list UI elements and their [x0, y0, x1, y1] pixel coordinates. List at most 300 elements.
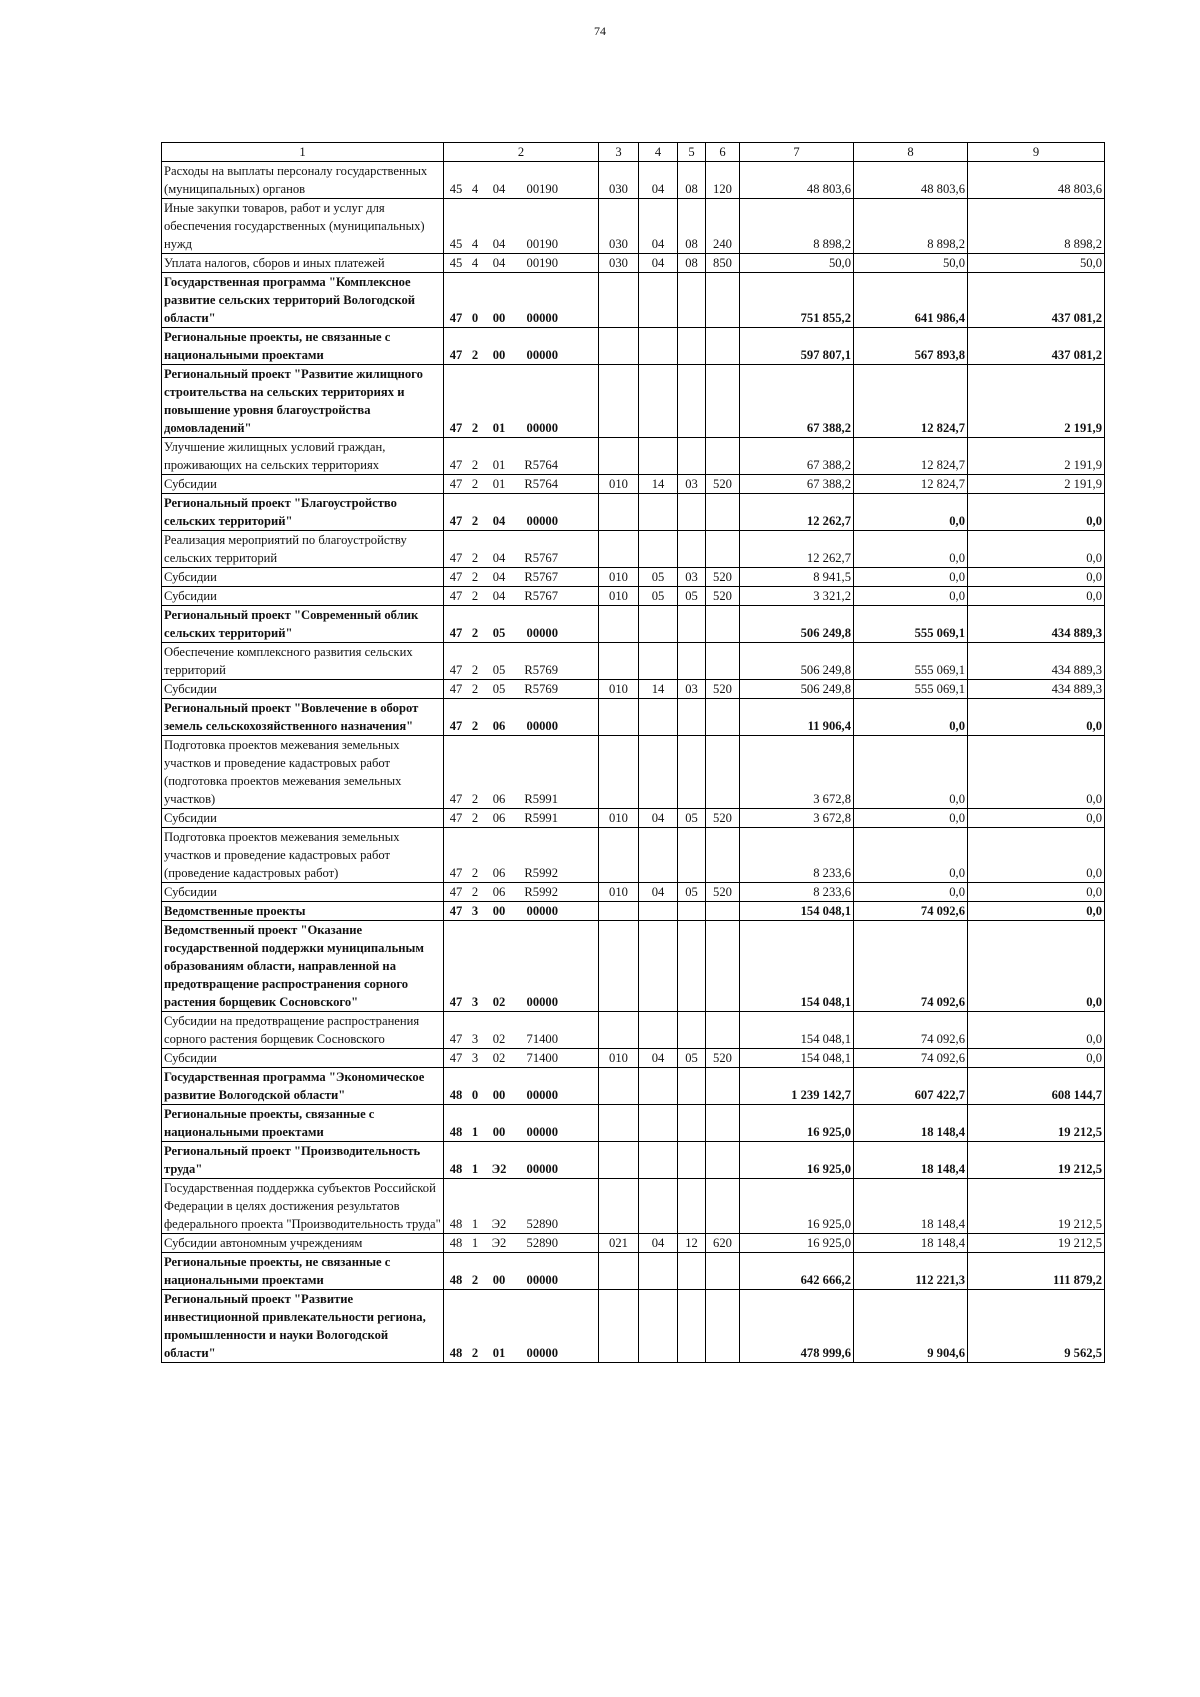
table-row [162, 199, 1105, 254]
code-part-2: 4 [471, 237, 479, 251]
row-amount-9: 437 081,2 [968, 273, 1105, 328]
row-amount-8: 74 092,6 [854, 1049, 968, 1068]
row-col-6 [706, 1290, 740, 1363]
row-col-6 [706, 438, 740, 475]
row-amount-8: 641 986,4 [854, 273, 968, 328]
row-amount-8: 12 824,7 [854, 438, 968, 475]
row-code [444, 254, 599, 273]
code-part-3: 06 [492, 811, 506, 825]
code-part-3: Э2 [491, 1217, 507, 1231]
row-name: Субсидии [162, 809, 444, 828]
row-col-6 [706, 494, 740, 531]
table-row [162, 475, 1105, 494]
row-amount-8: 0,0 [854, 531, 968, 568]
row-amount-8: 0,0 [854, 699, 968, 736]
row-name: Региональный проект "Вовлечение в оборот земель сельскохозяйственного назначения" [162, 699, 444, 736]
code-part-3: 04 [492, 514, 506, 528]
row-name: Государственная программа "Комплексное развитие сельских территорий Вологодской области" [162, 273, 444, 328]
row-amount-8: 50,0 [854, 254, 968, 273]
row-col-3 [599, 328, 639, 365]
row-col-6 [706, 365, 740, 438]
code-part-3: 06 [492, 792, 506, 806]
code-part-2: 2 [471, 663, 479, 677]
table-row [162, 902, 1105, 921]
row-col-6: 520 [706, 883, 740, 902]
code-part-4: R5992 [524, 885, 558, 899]
code-part-3: 01 [492, 458, 506, 472]
row-amount-7: 506 249,8 [740, 606, 854, 643]
code-part-1: 47 [449, 682, 463, 696]
code-part-4: R5767 [524, 589, 558, 603]
row-code [444, 587, 599, 606]
table-row [162, 809, 1105, 828]
row-amount-7: 751 855,2 [740, 273, 854, 328]
row-amount-7: 3 321,2 [740, 587, 854, 606]
code-part-3: 04 [492, 182, 506, 196]
row-col-6: 520 [706, 568, 740, 587]
row-name: Государственная поддержка субъектов Российской Федерации в целях достижения результатов федерального проекта "Производительность труда" [162, 1179, 444, 1234]
row-amount-9: 0,0 [968, 809, 1105, 828]
row-col-4 [639, 1012, 678, 1049]
code-part-2: 2 [471, 792, 479, 806]
row-amount-9: 19 212,5 [968, 1234, 1105, 1253]
row-amount-7: 8 233,6 [740, 828, 854, 883]
page-number: 74 [594, 24, 606, 38]
row-name: Субсидии [162, 587, 444, 606]
row-code [444, 1253, 599, 1290]
code-part-1: 47 [449, 866, 463, 880]
table-row [162, 921, 1105, 1012]
row-name: Региональный проект "Современный облик сельских территорий" [162, 606, 444, 643]
table-row [162, 1253, 1105, 1290]
table-row [162, 1012, 1105, 1049]
row-col-3: 021 [599, 1234, 639, 1253]
row-amount-8: 9 904,6 [854, 1290, 968, 1363]
table-row [162, 494, 1105, 531]
row-col-6: 520 [706, 475, 740, 494]
row-col-3 [599, 699, 639, 736]
row-code [444, 1179, 599, 1234]
code-part-3: Э2 [491, 1162, 507, 1176]
code-part-1: 48 [449, 1236, 463, 1250]
row-col-6 [706, 328, 740, 365]
row-name: Региональный проект "Развитие инвестиционной привлекательности региона, промышленности и науки Вологодской области" [162, 1290, 444, 1363]
code-part-1: 45 [449, 182, 463, 196]
table-row [162, 699, 1105, 736]
row-amount-7: 154 048,1 [740, 921, 854, 1012]
row-name: Реализация мероприятий по благоустройству сельских территорий [162, 531, 444, 568]
row-col-5 [678, 494, 706, 531]
row-code [444, 1105, 599, 1142]
row-col-6 [706, 828, 740, 883]
row-col-5: 08 [678, 199, 706, 254]
row-code [444, 736, 599, 809]
code-part-2: 2 [471, 514, 479, 528]
table-row [162, 736, 1105, 809]
code-part-2: 4 [471, 256, 479, 270]
row-code [444, 1234, 599, 1253]
row-col-4: 04 [639, 254, 678, 273]
code-part-2: 2 [471, 477, 479, 491]
code-part-3: Э2 [491, 1236, 507, 1250]
code-part-2: 1 [471, 1162, 479, 1176]
code-part-4: 00000 [526, 1346, 558, 1360]
row-col-5 [678, 828, 706, 883]
row-col-5 [678, 328, 706, 365]
code-part-2: 0 [471, 311, 479, 325]
row-col-3 [599, 902, 639, 921]
row-amount-7: 8 941,5 [740, 568, 854, 587]
code-part-2: 3 [471, 904, 479, 918]
code-part-2: 2 [471, 682, 479, 696]
code-part-4: 00000 [526, 904, 558, 918]
row-amount-9: 48 803,6 [968, 162, 1105, 199]
row-amount-9: 0,0 [968, 568, 1105, 587]
table-row [162, 365, 1105, 438]
table-row [162, 643, 1105, 680]
row-amount-7: 154 048,1 [740, 1012, 854, 1049]
row-amount-9: 0,0 [968, 736, 1105, 809]
row-amount-7: 16 925,0 [740, 1105, 854, 1142]
row-col-6: 120 [706, 162, 740, 199]
row-code [444, 1012, 599, 1049]
code-part-3: 05 [492, 663, 506, 677]
code-part-3: 04 [492, 551, 506, 565]
row-col-6 [706, 921, 740, 1012]
code-part-1: 47 [449, 589, 463, 603]
row-col-5: 05 [678, 1049, 706, 1068]
code-part-1: 47 [449, 458, 463, 472]
code-part-4: 00000 [526, 348, 558, 362]
row-col-6 [706, 643, 740, 680]
row-name: Субсидии [162, 883, 444, 902]
row-name: Субсидии на предотвращение распространения сорного растения борщевик Сосновского [162, 1012, 444, 1049]
row-col-4 [639, 921, 678, 1012]
code-part-4: 52890 [526, 1236, 558, 1250]
row-col-3 [599, 1290, 639, 1363]
code-part-3: 01 [492, 477, 506, 491]
code-part-3: 04 [492, 570, 506, 584]
row-name: Региональные проекты, связанные с национальными проектами [162, 1105, 444, 1142]
code-part-1: 47 [449, 904, 463, 918]
code-part-4: 00000 [526, 1125, 558, 1139]
row-name: Обеспечение комплексного развития сельских территорий [162, 643, 444, 680]
row-code [444, 902, 599, 921]
table-row [162, 273, 1105, 328]
header-col-3: 3 [599, 143, 639, 162]
code-part-4: 00000 [526, 1088, 558, 1102]
code-part-3: 02 [492, 1051, 506, 1065]
row-col-3: 010 [599, 680, 639, 699]
row-name: Улучшение жилищных условий граждан, проживающих на сельских территориях [162, 438, 444, 475]
code-part-4: R5769 [524, 663, 558, 677]
row-col-4: 14 [639, 680, 678, 699]
row-col-6 [706, 606, 740, 643]
code-part-4: 00190 [526, 237, 558, 251]
row-amount-7: 11 906,4 [740, 699, 854, 736]
row-amount-8: 0,0 [854, 587, 968, 606]
row-amount-9: 50,0 [968, 254, 1105, 273]
code-part-2: 2 [471, 348, 479, 362]
row-amount-7: 12 262,7 [740, 494, 854, 531]
row-col-5 [678, 1179, 706, 1234]
row-amount-8: 567 893,8 [854, 328, 968, 365]
row-name: Региональный проект "Развитие жилищного строительства на сельских территориях и повышение уровня благоустройства домовладений" [162, 365, 444, 438]
row-code [444, 273, 599, 328]
row-code [444, 494, 599, 531]
row-amount-8: 555 069,1 [854, 643, 968, 680]
row-name: Региональные проекты, не связанные с национальными проектами [162, 1253, 444, 1290]
row-code [444, 328, 599, 365]
row-amount-8: 0,0 [854, 828, 968, 883]
code-part-1: 47 [449, 477, 463, 491]
row-col-4 [639, 328, 678, 365]
code-part-4: 00000 [526, 1273, 558, 1287]
row-col-4: 04 [639, 1049, 678, 1068]
row-col-3 [599, 921, 639, 1012]
code-part-3: 05 [492, 682, 506, 696]
row-amount-9: 434 889,3 [968, 606, 1105, 643]
row-amount-9: 608 144,7 [968, 1068, 1105, 1105]
code-part-4: 00000 [526, 1162, 558, 1176]
row-col-3 [599, 438, 639, 475]
code-part-1: 48 [449, 1125, 463, 1139]
row-amount-8: 0,0 [854, 736, 968, 809]
row-col-4: 05 [639, 568, 678, 587]
row-code [444, 568, 599, 587]
header-col-9: 9 [968, 143, 1105, 162]
row-name: Региональный проект "Производительность труда" [162, 1142, 444, 1179]
row-col-3: 010 [599, 568, 639, 587]
row-col-5: 12 [678, 1234, 706, 1253]
row-amount-7: 8 233,6 [740, 883, 854, 902]
row-col-6: 850 [706, 254, 740, 273]
row-name: Субсидии [162, 568, 444, 587]
row-amount-7: 16 925,0 [740, 1179, 854, 1234]
row-col-4: 04 [639, 809, 678, 828]
code-part-2: 2 [471, 421, 479, 435]
row-name: Ведомственный проект "Оказание государственной поддержки муниципальным образованиям области, направленной на предотвращение распространения сорного растения борщевик Сосновского" [162, 921, 444, 1012]
row-amount-8: 555 069,1 [854, 606, 968, 643]
row-amount-8: 18 148,4 [854, 1142, 968, 1179]
row-name: Ведомственные проекты [162, 902, 444, 921]
code-part-1: 47 [449, 811, 463, 825]
code-part-1: 48 [449, 1162, 463, 1176]
row-col-5: 05 [678, 809, 706, 828]
row-col-6: 240 [706, 199, 740, 254]
row-code [444, 883, 599, 902]
row-col-4 [639, 494, 678, 531]
row-name: Региональные проекты, не связанные с национальными проектами [162, 328, 444, 365]
row-amount-8: 112 221,3 [854, 1253, 968, 1290]
code-part-3: 04 [492, 589, 506, 603]
code-part-1: 47 [449, 719, 463, 733]
table-row [162, 531, 1105, 568]
row-col-4 [639, 902, 678, 921]
code-part-4: 00190 [526, 256, 558, 270]
row-col-5: 03 [678, 568, 706, 587]
row-col-3 [599, 273, 639, 328]
row-col-5 [678, 699, 706, 736]
row-col-4 [639, 1068, 678, 1105]
row-code [444, 365, 599, 438]
code-part-1: 47 [449, 311, 463, 325]
row-amount-8: 8 898,2 [854, 199, 968, 254]
row-amount-8: 0,0 [854, 568, 968, 587]
table-row [162, 1049, 1105, 1068]
row-amount-7: 3 672,8 [740, 736, 854, 809]
table-row [162, 1068, 1105, 1105]
row-amount-7: 506 249,8 [740, 643, 854, 680]
row-col-3: 030 [599, 199, 639, 254]
row-col-4 [639, 438, 678, 475]
code-part-4: 00000 [526, 626, 558, 640]
row-amount-7: 8 898,2 [740, 199, 854, 254]
code-part-2: 2 [471, 626, 479, 640]
row-col-6: 520 [706, 809, 740, 828]
code-part-1: 47 [449, 626, 463, 640]
row-col-5: 08 [678, 162, 706, 199]
code-part-1: 47 [449, 421, 463, 435]
row-amount-7: 154 048,1 [740, 1049, 854, 1068]
row-col-6: 520 [706, 680, 740, 699]
row-col-6 [706, 1012, 740, 1049]
row-col-6 [706, 1253, 740, 1290]
code-part-3: 05 [492, 626, 506, 640]
code-part-3: 02 [492, 995, 506, 1009]
row-col-5 [678, 1142, 706, 1179]
code-part-4: 52890 [526, 1217, 558, 1231]
row-amount-9: 0,0 [968, 883, 1105, 902]
row-col-4: 04 [639, 199, 678, 254]
row-col-3 [599, 606, 639, 643]
code-part-1: 48 [449, 1217, 463, 1231]
row-name: Расходы на выплаты персоналу государственных (муниципальных) органов [162, 162, 444, 199]
code-part-2: 3 [471, 1032, 479, 1046]
table-row [162, 438, 1105, 475]
code-part-4: 00190 [526, 182, 558, 196]
row-name: Государственная программа "Экономическое развитие Вологодской области" [162, 1068, 444, 1105]
row-code [444, 699, 599, 736]
row-code [444, 438, 599, 475]
code-part-1: 45 [449, 256, 463, 270]
row-col-4 [639, 1290, 678, 1363]
row-col-5 [678, 643, 706, 680]
row-col-4 [639, 365, 678, 438]
row-col-3: 010 [599, 475, 639, 494]
row-amount-8: 12 824,7 [854, 475, 968, 494]
row-amount-7: 154 048,1 [740, 902, 854, 921]
row-amount-9: 0,0 [968, 902, 1105, 921]
row-col-5 [678, 273, 706, 328]
row-col-3: 010 [599, 883, 639, 902]
row-name: Региональный проект "Благоустройство сельских территорий" [162, 494, 444, 531]
row-amount-7: 12 262,7 [740, 531, 854, 568]
row-amount-8: 607 422,7 [854, 1068, 968, 1105]
row-col-4 [639, 699, 678, 736]
table-row [162, 1234, 1105, 1253]
table-row [162, 828, 1105, 883]
table-row [162, 1105, 1105, 1142]
row-col-6 [706, 1105, 740, 1142]
code-part-1: 47 [449, 551, 463, 565]
code-part-1: 45 [449, 237, 463, 251]
row-amount-7: 50,0 [740, 254, 854, 273]
row-amount-9: 437 081,2 [968, 328, 1105, 365]
row-col-4 [639, 1179, 678, 1234]
code-part-4: R5764 [524, 458, 558, 472]
row-col-3 [599, 1105, 639, 1142]
code-part-3: 01 [492, 421, 506, 435]
code-part-4: R5991 [524, 792, 558, 806]
code-part-2: 2 [471, 570, 479, 584]
row-col-5 [678, 365, 706, 438]
row-name: Уплата налогов, сборов и иных платежей [162, 254, 444, 273]
row-amount-8: 18 148,4 [854, 1234, 968, 1253]
row-col-4: 04 [639, 1234, 678, 1253]
row-amount-9: 8 898,2 [968, 199, 1105, 254]
row-col-6 [706, 531, 740, 568]
row-col-3: 030 [599, 162, 639, 199]
table-row [162, 1179, 1105, 1234]
code-part-2: 2 [471, 719, 479, 733]
row-col-6 [706, 1142, 740, 1179]
row-name: Субсидии [162, 1049, 444, 1068]
row-code [444, 1049, 599, 1068]
row-col-5 [678, 1253, 706, 1290]
code-part-4: R5764 [524, 477, 558, 491]
code-part-2: 2 [471, 866, 479, 880]
row-amount-8: 0,0 [854, 883, 968, 902]
row-code [444, 1290, 599, 1363]
row-amount-9: 19 212,5 [968, 1105, 1105, 1142]
row-col-3 [599, 1012, 639, 1049]
row-col-5 [678, 1290, 706, 1363]
code-part-2: 2 [471, 1273, 479, 1287]
row-amount-9: 0,0 [968, 1049, 1105, 1068]
row-col-3 [599, 1142, 639, 1179]
table-row [162, 587, 1105, 606]
code-part-3: 02 [492, 1032, 506, 1046]
row-col-6 [706, 1179, 740, 1234]
row-amount-7: 16 925,0 [740, 1234, 854, 1253]
code-part-3: 06 [492, 719, 506, 733]
row-col-4 [639, 736, 678, 809]
row-amount-9: 0,0 [968, 587, 1105, 606]
row-amount-9: 0,0 [968, 921, 1105, 1012]
row-col-6 [706, 736, 740, 809]
row-col-5: 05 [678, 883, 706, 902]
row-amount-8: 0,0 [854, 494, 968, 531]
code-part-2: 2 [471, 885, 479, 899]
table-row [162, 568, 1105, 587]
row-amount-8: 555 069,1 [854, 680, 968, 699]
row-col-3: 010 [599, 809, 639, 828]
row-col-3 [599, 531, 639, 568]
table-row [162, 606, 1105, 643]
code-part-4: R5769 [524, 682, 558, 696]
row-col-6 [706, 902, 740, 921]
row-code [444, 921, 599, 1012]
row-amount-9: 19 212,5 [968, 1179, 1105, 1234]
row-amount-7: 506 249,8 [740, 680, 854, 699]
code-part-3: 00 [492, 1273, 506, 1287]
row-col-4 [639, 828, 678, 883]
row-col-6: 520 [706, 1049, 740, 1068]
table-body [162, 162, 1105, 1363]
row-amount-9: 2 191,9 [968, 365, 1105, 438]
row-amount-9: 0,0 [968, 828, 1105, 883]
